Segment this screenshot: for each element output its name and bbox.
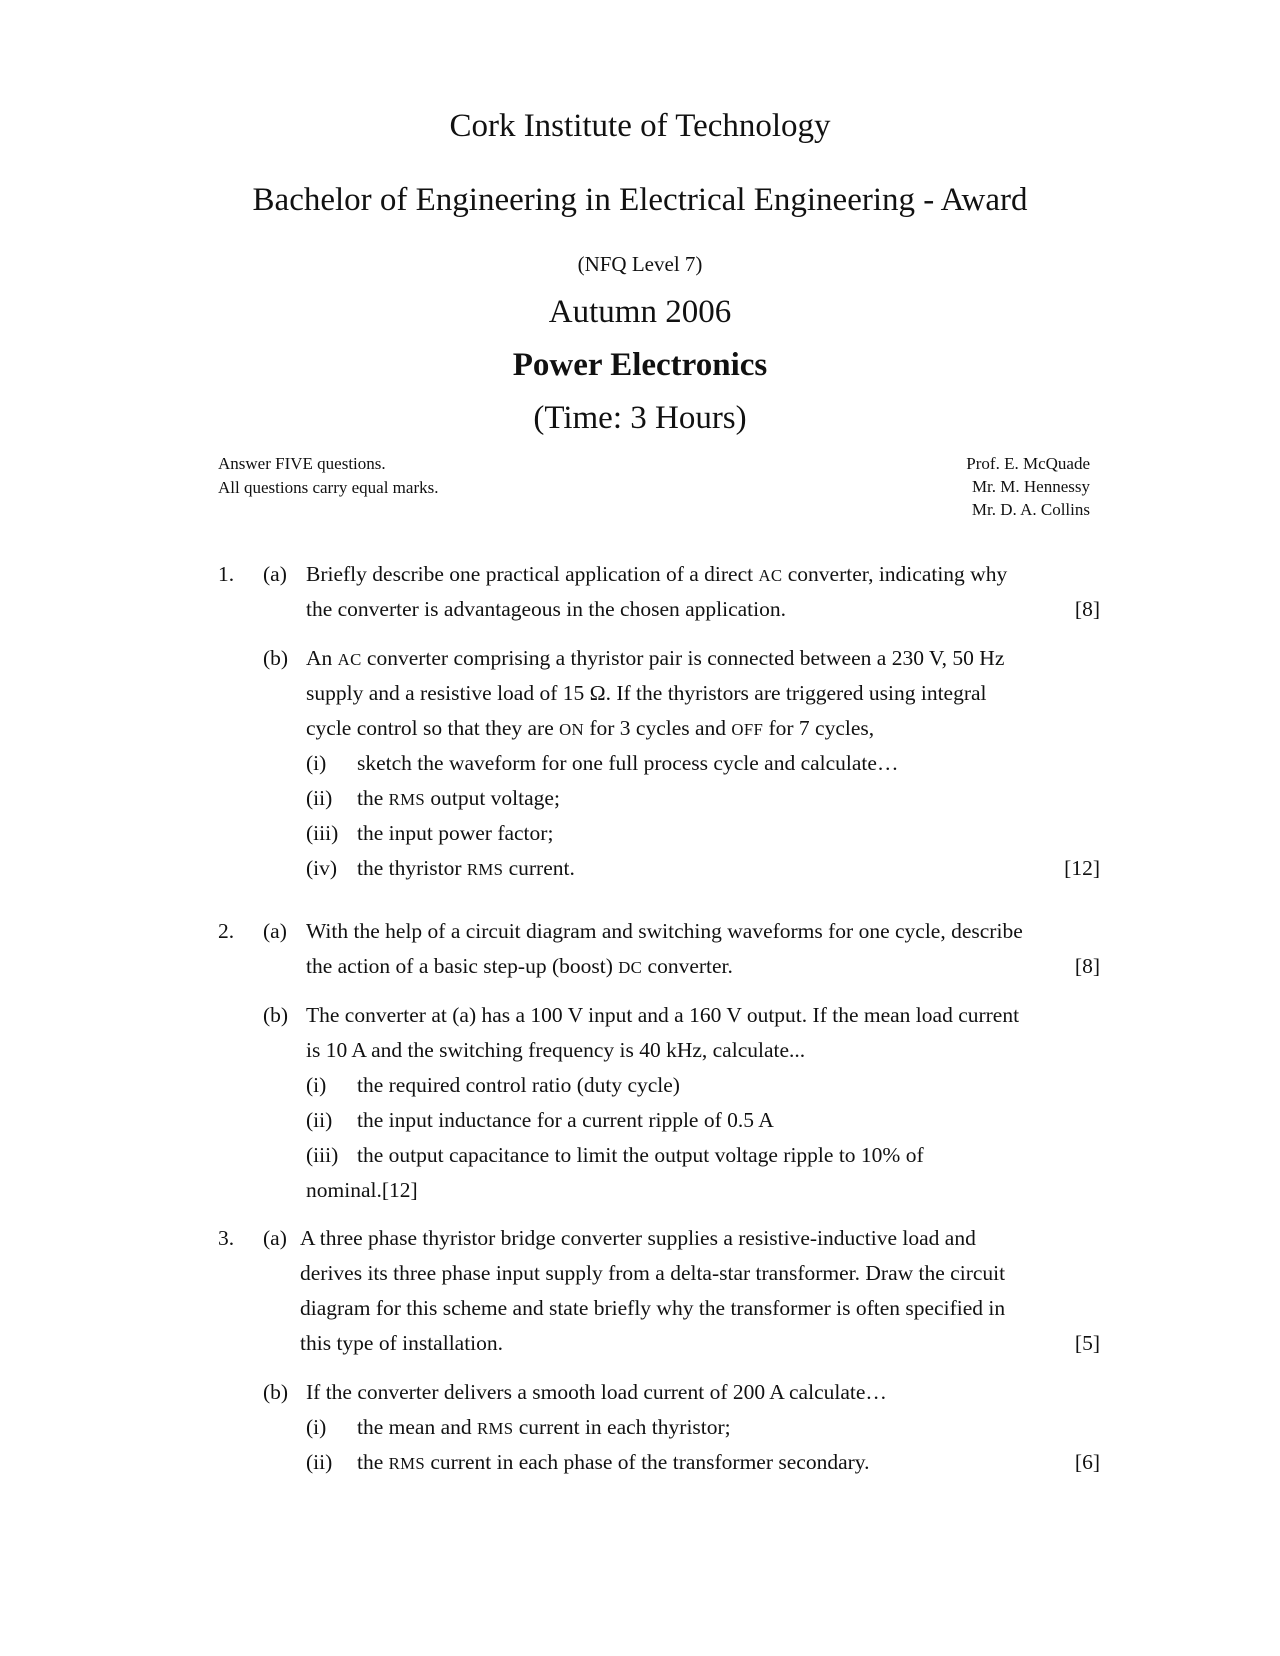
question-text-line: If the converter delivers a smooth load current of 200 A calculate…	[306, 1380, 887, 1404]
question-text-line: cycle control so that they are ON for 3 cycles and OFF for 7 cycles,	[306, 716, 875, 740]
instruction-line: Answer FIVE questions.	[218, 454, 386, 473]
part-label: (a)	[263, 919, 287, 943]
exam-duration: (Time: 3 Hours)	[533, 400, 747, 436]
subpart-text: the RMS current in each phase of the transformer secondary.	[357, 1450, 870, 1474]
subpart-label: (iii)	[306, 1143, 339, 1167]
instruction-line: All questions carry equal marks.	[218, 478, 439, 497]
question-text-line: A three phase thyristor bridge converter supplies a resistive-inductive load and	[300, 1226, 976, 1250]
subpart-text: sketch the waveform for one full process cycle and calculate…	[357, 751, 899, 775]
question-text-line: The converter at (a) has a 100 V input and a 160 V output. If the mean load current	[306, 1003, 1020, 1027]
subpart-text: the output capacitance to limit the output voltage ripple to 10% of	[357, 1143, 924, 1167]
subpart-label: (i)	[306, 1415, 327, 1439]
question-text-line: derives its three phase input supply from a delta-star transformer. Draw the circuit	[300, 1261, 1006, 1285]
subpart-text: the mean and RMS current in each thyristor;	[357, 1415, 731, 1439]
question-text-line: the action of a basic step-up (boost) DC converter.	[306, 954, 733, 978]
exam-session: Autumn 2006	[548, 294, 732, 330]
question-text-line: An AC converter comprising a thyristor pair is connected between a 230 V, 50 Hz	[306, 646, 1005, 670]
question-text-line: is 10 A and the switching frequency is 40 kHz, calculate...	[306, 1038, 806, 1062]
marks-allocation: [8]	[1074, 597, 1100, 621]
question-number: 1.	[218, 562, 235, 586]
marks-allocation: [5]	[1074, 1331, 1100, 1355]
part-label: (b)	[263, 646, 289, 670]
subpart-label: (ii)	[306, 786, 333, 810]
examiner-name: Prof. E. McQuade	[966, 454, 1090, 473]
question-text-line: Briefly describe one practical application of a direct AC converter, indicating why	[306, 562, 1008, 586]
examiner-name: Mr. M. Hennessy	[971, 477, 1090, 496]
question-text-line: nominal.[12]	[306, 1178, 418, 1202]
nfq-level: (NFQ Level 7)	[577, 252, 703, 276]
subpart-label: (ii)	[306, 1108, 333, 1132]
question-number: 2.	[218, 919, 235, 943]
subpart-label: (i)	[306, 1073, 327, 1097]
examiner-name: Mr. D. A. Collins	[971, 500, 1090, 519]
subpart-text: the input power factor;	[357, 821, 554, 845]
subpart-label: (ii)	[306, 1450, 333, 1474]
part-label: (a)	[263, 562, 287, 586]
part-label: (b)	[263, 1003, 289, 1027]
subpart-text: the thyristor RMS current.	[357, 856, 575, 880]
subpart-label: (i)	[306, 751, 327, 775]
subpart-text: the input inductance for a current ripple of 0.5 A	[357, 1108, 774, 1132]
subpart-text: the RMS output voltage;	[357, 786, 560, 810]
degree-title: Bachelor of Engineering in Electrical Engineering - Award	[252, 182, 1028, 218]
question-text-line: this type of installation.	[300, 1331, 504, 1355]
subpart-label: (iii)	[306, 821, 339, 845]
question-text-line: the converter is advantageous in the chosen application.	[306, 597, 787, 621]
subpart-label: (iv)	[306, 856, 338, 880]
subject-title: Power Electronics	[512, 347, 768, 383]
part-label: (a)	[263, 1226, 287, 1250]
marks-allocation: [8]	[1074, 954, 1100, 978]
exam-instructions	[218, 452, 438, 500]
marks-allocation: [12]	[1064, 856, 1100, 880]
question-text-line: supply and a resistive load of 15 Ω. If the thyristors are triggered using integral	[306, 681, 987, 705]
subpart-text: the required control ratio (duty cycle)	[357, 1073, 680, 1097]
question-text-line: With the help of a circuit diagram and switching waveforms for one cycle, describe	[306, 919, 1023, 943]
question-number: 3.	[218, 1226, 235, 1250]
marks-allocation: [6]	[1074, 1450, 1100, 1474]
question-text-line: diagram for this scheme and state briefly why the transformer is often specified in	[300, 1296, 1006, 1320]
examiners-list	[966, 452, 1090, 521]
institute-title: Cork Institute of Technology	[449, 108, 831, 144]
part-label: (b)	[263, 1380, 289, 1404]
